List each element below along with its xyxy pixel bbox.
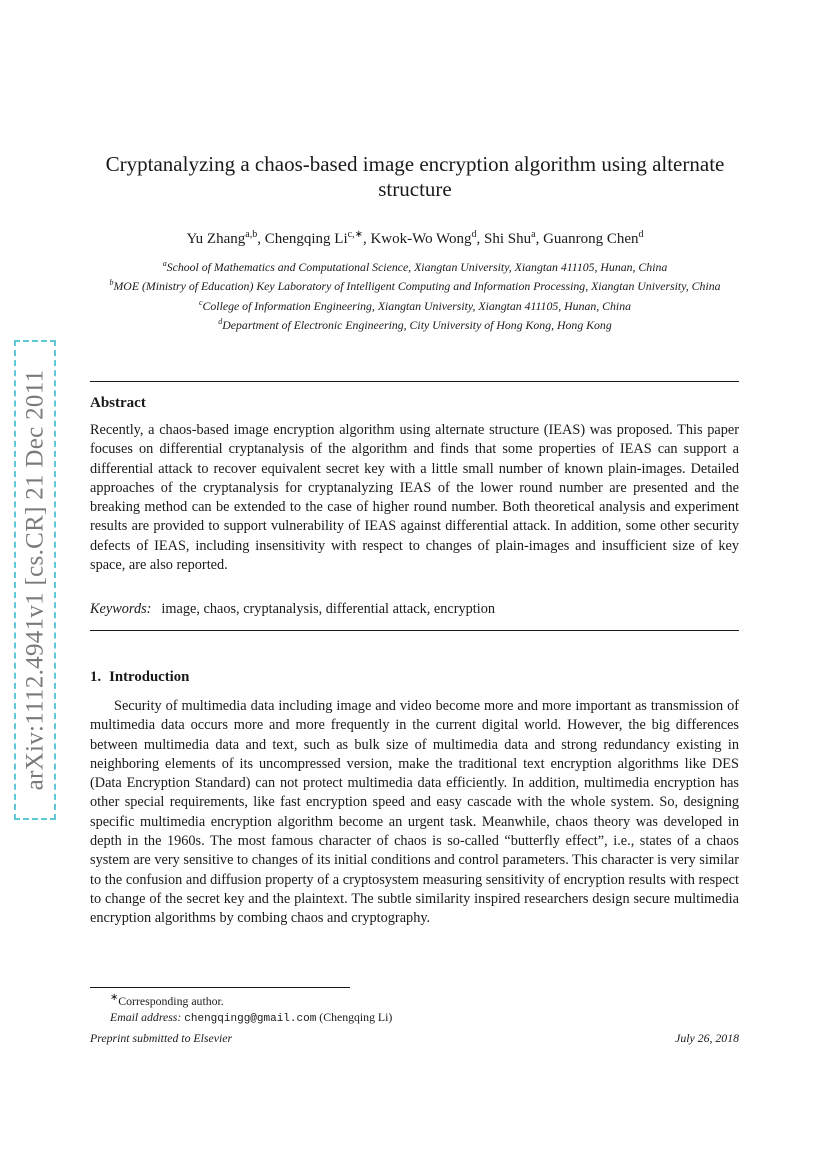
- author: Kwok-Wo Wong$^d$,: [370, 229, 485, 247]
- preprint-note: Preprint submitted to Elsevier: [90, 1031, 233, 1045]
- affiliation-list: [95, 256, 735, 334]
- section-title: Introduction: [109, 669, 190, 685]
- keywords: [90, 600, 739, 619]
- paper-title: Cryptanalyzing a chaos-based image encryption algorithm using alternate structure: [105, 152, 725, 201]
- section-heading: [90, 669, 189, 686]
- footnote-corresponding: ∗Corresponding author.: [110, 992, 224, 1008]
- preprint-date: July 26, 2018: [675, 1031, 739, 1045]
- abstract-top-rule: [90, 381, 739, 382]
- footnote-email: Email address: chengqingg@gmail.com (Chengqing Li): [110, 1009, 393, 1025]
- arxiv-id: arXiv:1112.4941v1 [cs.CR] 21 Dec 2011: [21, 369, 49, 791]
- email-address[interactable]: chengqingg@gmail.com: [184, 1012, 317, 1025]
- author: Chengqing $Li^{c,∗}$,: [264, 229, 371, 247]
- affiliation: $^a$School of Mathematics and Computational Science, Xiangtan University, Xiangtan 411105, Hunan, China: [162, 259, 668, 274]
- author-list: [90, 226, 740, 248]
- footnote-rule: [90, 987, 350, 988]
- abstract-body: Recently, a chaos-based image encryption algorithm using alternate structure (IEAS) was proposed. This paper focuses on differential cryptanalysis of the algorithm and finds that some properties of IEAS can support a differential attack to recover equivalent secret key with a little small number of known plain-images. Detailed approaches of the cryptanalysis for cryptanalyzing IEAS of the lower round number are presented and the breaking method can be extended to the case of higher round number. Both theoretical analysis and experiment results are provided to support vulnerability of IEAS against differential attack. In addition, some other security defects of IEAS, including insensitivity with respect to changes of plain-images and insufficient size of key space, are also reported.: [90, 422, 739, 574]
- keywords-label: Keywords:: [90, 601, 152, 617]
- footnote: [110, 990, 392, 1027]
- author: Yu Zhang$^{a,b}$,: [186, 229, 265, 247]
- keywords-text: image, chaos, cryptanalysis, differential attack, encryption: [161, 601, 496, 617]
- affiliation: $^d$Department of Electronic Engineering, City University of Hong Kong, Hong Kong: [218, 317, 612, 333]
- author: Shi Shu$^a$,: [484, 229, 544, 247]
- introduction-body: Security of multimedia data including image and video become more and more important as transmission of multimedia data occurs more and more frequently in the current digital world. However, the big differences between multimedia data and text, such as bulk size of multimedia data and strong redundancy existing in neighboring elements of its uncompressed version, make the traditional text encryption algorithms like DES (Data Encryption Standard) can not protect multimedia data efficiently. In addition, multimedia encryption has other special requirements, like fast encryption speed and easy cascade with the whole system. So, designing specific multimedia encryption algorithm become an urgent task. Meanwhile, chaos theory was developed in depth in the 1960s. The most famous character of chaos is so-called “butterfly effect”, i.e., states of a chaos system are very sensitive to changes of its initial conditions and control parameters. This character is very similar to the confusion and diffusion property of a cryptosystem measuring sensitivity of encryption results with respect to change of the secret key and the plaintext. The subtle similarity inspired researchers design secure multimedia encryption algorithms by combing chaos and cryptography.: [90, 698, 739, 927]
- author: Guanrong Chen$^d$: [543, 229, 644, 247]
- arxiv-stamp: [14, 340, 56, 820]
- abstract-bottom-rule: [90, 630, 739, 631]
- affiliation: $^b$MOE (Ministry of Education) Key Laboratory of Intelligent Computing and Information Processing, Xiangtan University, China: [109, 278, 721, 294]
- abstract-heading: Abstract: [90, 395, 146, 411]
- section-number: 1.: [90, 669, 102, 685]
- affiliation: $^c$College of Information Engineering, Xiangtan University, Xiangtan 411105, Hunan, China: [198, 297, 632, 313]
